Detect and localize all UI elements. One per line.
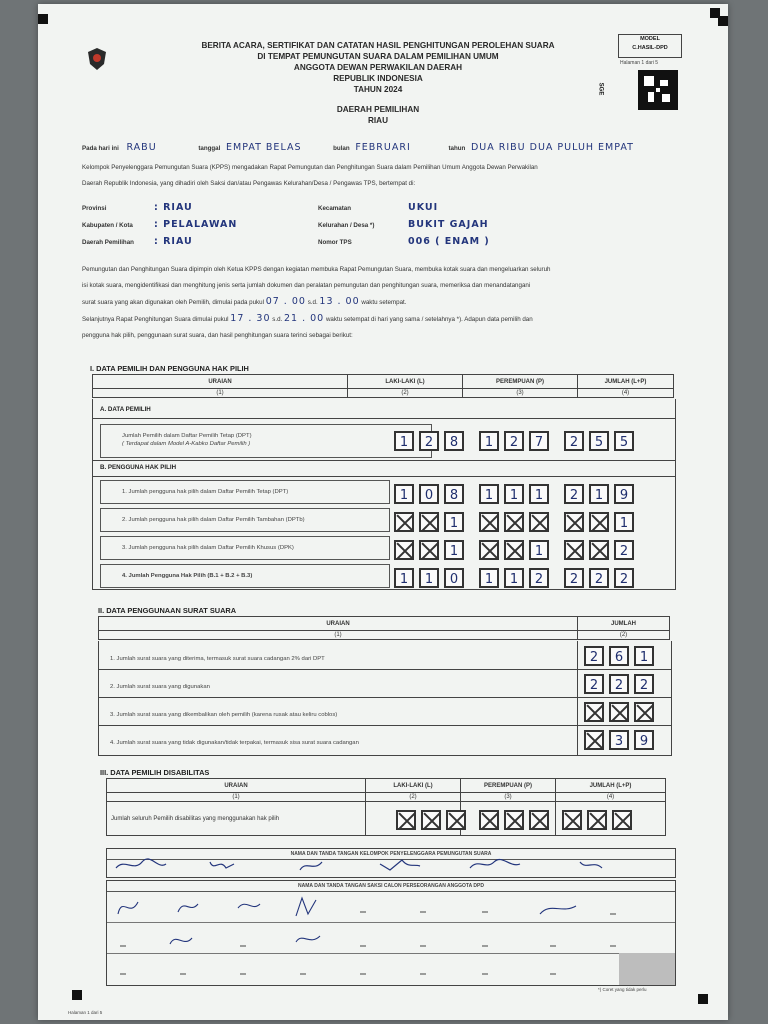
location-right: Kecamatan UKUI Kelurahan / Desa *) BUKIT GAJAH Nomor TPS 006 ( ENAM ) [318, 202, 490, 247]
digit-box[interactable]: 1 [529, 540, 549, 560]
digit-box[interactable]: 9 [614, 484, 634, 504]
session-paragraph: Pemungutan dan Penghitungan Suara dipimpin oleh Ketua KPPS dengan kegiatan membuka Rapat Pemungutan Suara, membuka kotak suara dan mengeluarkan seluruh isi kotak suara, mengidentifikasi dan menghitung jenis serta jumlah dokumen dan peralatan pemungutan dan penghitungan suara, memeriksa dan menandatangani surat suara yang akan digunakan oleh Pemilih, dimulai pada pukul 07 . 00 s.d. 13 . 00 waktu setempat. Selanjutnya Rapat Penghitungan Suara dimulai pukul 17 . 30 s.d. 21 . 00 waktu setempat di hari yang sama / setelahnya *). Adapun data pemilih dan pengguna hak pilih, penggunaan surat suara, dan hasil penghitungan suara terinci sebagai berikut: [82, 266, 551, 339]
digit-box[interactable]: 1 [589, 484, 609, 504]
digit-box[interactable]: 1 [394, 484, 414, 504]
section2-header: URAIAN JUMLAH (1) (2) [98, 616, 670, 640]
section2-title: II. DATA PENGGUNAAN SURAT SUARA [98, 606, 237, 615]
corner-mark [38, 14, 48, 24]
date-value: EMPAT BELAS [226, 142, 302, 153]
row-dpt-label: Jumlah Pemilih dalam Daftar Pemilih Tetap (DPT) ( Terdapat dalam Model A-Kabko Daftar Pemilih ) [122, 433, 252, 447]
qr-code-icon [638, 70, 678, 110]
dapil-heading: DAERAH PEMILIHAN RIAU [336, 105, 420, 125]
row-b1-label: 1. Jumlah pengguna hak pilih dalam Daftar Pemilih Tetap (DPT) [122, 489, 289, 495]
section3-title: III. DATA PEMILIH DISABILITAS [100, 768, 210, 777]
digit-box[interactable]: 9 [634, 730, 654, 750]
ballot-form-paper [38, 4, 728, 1020]
digit-box[interactable]: 2 [564, 431, 584, 451]
kpu-logo-icon [86, 46, 108, 72]
digit-box[interactable] [562, 810, 582, 830]
digit-box-row [394, 512, 639, 532]
kelurahan-value: BUKIT GAJAH [408, 219, 489, 230]
dapil-value: : RIAU [154, 236, 193, 247]
digit-box[interactable]: 2 [529, 568, 549, 588]
section1-header: URAIAN LAKI-LAKI (L) PEREMPUAN (P) JUMLAH (L+P) (1) (2) (3) (4) [92, 374, 674, 398]
digit-box[interactable]: 1 [529, 484, 549, 504]
digit-box[interactable] [584, 702, 604, 722]
kecamatan-value: UKUI [408, 202, 439, 213]
count-end-time: 21 . 00 [283, 313, 325, 324]
form-title: BERITA ACARA, SERTIFIKAT DAN CATATAN HASIL PENGHITUNGAN PEROLEHAN SUARA DI TEMPAT PEMUNGUTAN SUARA DALAM PEMILIHAN UMUM ANGGOTA DEWAN PERWAKILAN DAERAH REPUBLIK INDONESIA TAHUN 2024 [201, 41, 555, 94]
digit-box[interactable] [479, 810, 499, 830]
section1-b-title: B. PENGGUNA HAK PILIH [100, 464, 177, 471]
digit-box[interactable]: 2 [584, 646, 604, 666]
digit-box[interactable] [396, 810, 416, 830]
row-b3-label: 3. Jumlah pengguna hak pilih dalam Daftar Pemilih Khusus (DPK) [122, 545, 294, 551]
digit-box[interactable]: 2 [634, 674, 654, 694]
digit-box[interactable]: 1 [419, 568, 439, 588]
digit-box[interactable]: 1 [394, 568, 414, 588]
digit-box[interactable]: 2 [614, 540, 634, 560]
digit-box[interactable]: 0 [419, 484, 439, 504]
digit-box[interactable] [634, 702, 654, 722]
s2-row1-label: 1. Jumlah surat suara yang diterima, termasuk surat suara cadangan 2% dari DPT [110, 656, 325, 662]
digit-box[interactable]: 1 [394, 431, 414, 451]
digit-box[interactable] [504, 512, 524, 532]
digit-box[interactable] [421, 810, 441, 830]
month-value: FEBRUARI [355, 142, 411, 153]
digit-box[interactable]: 2 [504, 431, 524, 451]
corner-mark [72, 990, 82, 1000]
s3-row-label: Jumlah seluruh Pemilih disabilitas yang menggunakan hak pilih [107, 802, 366, 836]
digit-box[interactable]: 1 [444, 512, 464, 532]
digit-box[interactable] [589, 512, 609, 532]
digit-box[interactable]: 7 [529, 431, 549, 451]
count-start-time: 17 . 30 [230, 313, 271, 324]
model-code: C.HASIL-DPD [632, 45, 668, 51]
form-model-box [618, 34, 682, 58]
kabkota-value: : PELALAWAN [154, 219, 238, 230]
digit-box[interactable]: 2 [564, 568, 584, 588]
digit-box-row [394, 568, 639, 588]
s2-row3-label: 3. Jumlah surat suara yang dikembalikan oleh pemilih (karena rusak atau keliru coblos) [110, 712, 338, 718]
digit-box[interactable] [529, 810, 549, 830]
digit-box-row [584, 730, 659, 750]
digit-box[interactable] [394, 512, 414, 532]
corner-mark [718, 16, 728, 26]
kpps-signatures [110, 856, 670, 876]
digit-box[interactable] [612, 810, 632, 830]
digit-box[interactable]: 1 [504, 484, 524, 504]
digit-box[interactable]: 5 [614, 431, 634, 451]
digit-box[interactable]: 2 [609, 674, 629, 694]
provinsi-value: : RIAU [154, 202, 193, 213]
digit-box[interactable]: 8 [444, 431, 464, 451]
digit-box[interactable]: 0 [444, 568, 464, 588]
digit-box[interactable] [479, 512, 499, 532]
footnote: *) Coret yang tidak perlu [598, 987, 647, 992]
digit-box-row [394, 540, 639, 560]
digit-box-row [394, 484, 639, 504]
section3-header: URAIAN LAKI-LAKI (L) PEREMPUAN (P) JUMLAH (L+P) (1) (2) (3) (4) Jumlah seluruh Pemilih disabilitas yang menggunakan hak pilih [106, 778, 666, 836]
date-line: Pada hari ini RABU tanggal EMPAT BELAS bulan FEBRUARI tahun DUA RIBU DUA PULUH EMPAT [82, 142, 634, 153]
digit-box[interactable]: 3 [609, 730, 629, 750]
digit-box-row [394, 431, 639, 451]
digit-box[interactable] [609, 702, 629, 722]
start-time: 07 . 00 [265, 296, 306, 307]
digit-box[interactable]: 5 [589, 431, 609, 451]
digit-box[interactable] [589, 540, 609, 560]
tps-value: 006 ( ENAM ) [408, 236, 490, 247]
qr-label: SGE [597, 82, 604, 96]
digit-box[interactable]: 2 [614, 568, 634, 588]
digit-box[interactable] [446, 810, 466, 830]
digit-box[interactable]: 1 [479, 431, 499, 451]
digit-box[interactable]: 6 [609, 646, 629, 666]
corner-mark [698, 994, 708, 1004]
digit-box[interactable] [587, 810, 607, 830]
section1-title: I. DATA PEMILIH DAN PENGGUNA HAK PILIH [90, 364, 249, 373]
saksi-title: NAMA DAN TANDA TANGAN SAKSI CALON PERSEORANGAN ANGGOTA DPD [298, 883, 484, 889]
digit-box[interactable]: 1 [444, 540, 464, 560]
digit-box-row [584, 646, 659, 666]
row-b4-label: 4. Jumlah Pengguna Hak Pilih (B.1 + B.2 + B.3) [122, 573, 253, 579]
kpps-title: NAMA DAN TANDA TANGAN KELOMPOK PENYELENGGARA PEMUNGUTAN SUARA [290, 851, 492, 857]
digit-box[interactable] [479, 540, 499, 560]
digit-box[interactable]: 8 [444, 484, 464, 504]
bottom-page-label: Halaman 1 dari 5 [68, 1010, 103, 1015]
model-label: MODEL [640, 36, 660, 42]
digit-box[interactable] [584, 730, 604, 750]
digit-box-row [396, 810, 637, 830]
digit-box[interactable] [394, 540, 414, 560]
digit-box[interactable]: 1 [479, 568, 499, 588]
digit-box[interactable]: 1 [479, 484, 499, 504]
digit-box[interactable]: 2 [589, 568, 609, 588]
digit-box[interactable]: 1 [614, 512, 634, 532]
s2-row2-label: 2. Jumlah surat suara yang digunakan [110, 684, 210, 690]
digit-box[interactable] [564, 540, 584, 560]
location-left: Provinsi : RIAU Kabupaten / Kota : PELALAWAN Daerah Pemilihan : RIAU [82, 202, 238, 247]
digit-box[interactable] [504, 810, 524, 830]
digit-box[interactable] [504, 540, 524, 560]
digit-box[interactable]: 2 [419, 431, 439, 451]
digit-box[interactable] [419, 512, 439, 532]
s2-row4-label: 4. Jumlah surat suara yang tidak digunakan/tidak terpakai, termasuk sisa surat suara cadangan [110, 740, 359, 746]
year-value: DUA RIBU DUA PULUH EMPAT [470, 142, 634, 153]
digit-box[interactable]: 2 [584, 674, 604, 694]
intro-text: Kelompok Penyelenggara Pemungutan Suara (KPPS) mengadakan Rapat Pemungutan dan Penghitungan Suara dalam Pemilihan Umum Anggota Dewan Perwakilan Daerah Republik Indonesia, yang dihadiri oleh Saksi dan/atau Pengawas Kelurahan/Desa / Pengawas TPS, bertempat di: [82, 164, 538, 187]
digit-box[interactable] [529, 512, 549, 532]
digit-box[interactable] [419, 540, 439, 560]
end-time: 13 . 00 [319, 296, 360, 307]
day-value: RABU [126, 142, 157, 153]
saksi-signatures [110, 892, 670, 982]
digit-box-row [584, 702, 659, 722]
digit-box[interactable]: 2 [564, 484, 584, 504]
row-b2-label: 2. Jumlah pengguna hak pilih dalam Daftar Pemilih Tambahan (DPTb) [122, 517, 305, 523]
page-indicator: Halaman 1 dari 5 [620, 60, 659, 66]
digit-box-row [584, 674, 659, 694]
section1-a-title: A. DATA PEMILIH [100, 406, 151, 413]
digit-box[interactable]: 1 [504, 568, 524, 588]
digit-box[interactable]: 1 [634, 646, 654, 666]
digit-box[interactable] [564, 512, 584, 532]
